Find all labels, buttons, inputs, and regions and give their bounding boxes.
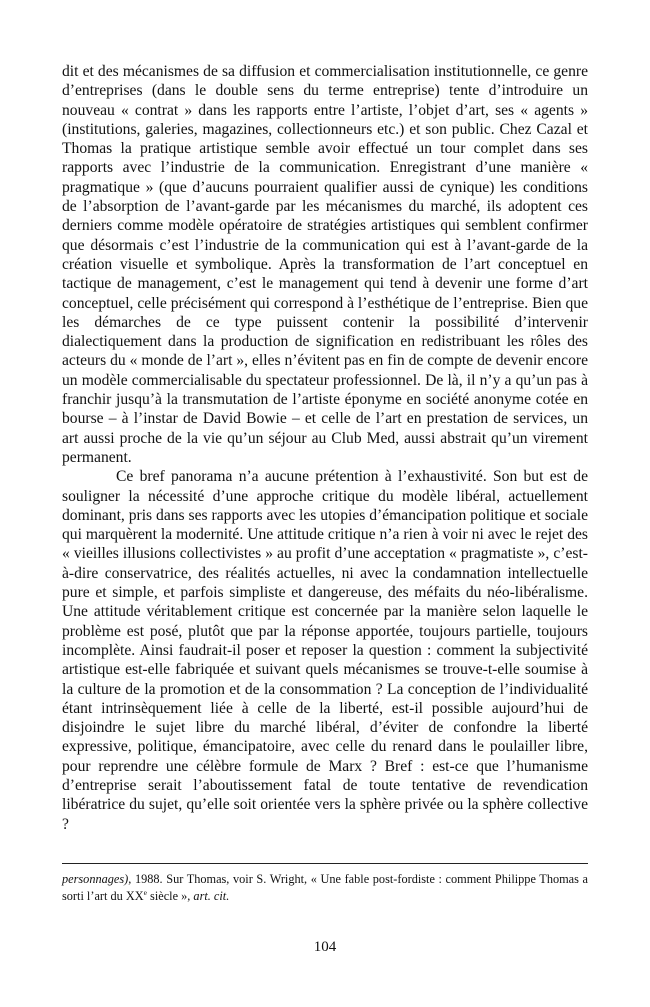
paragraph-1: dit et des mécanismes de sa diffusion et commercialisation institutionnelle, ce genre d’entreprises (dans le double sens du terme entreprise) tente d’introduire un nouveau « contrat » dans les rapports entre l’artiste, l’objet d’art, ses « agents » (institutions, galeries, magazines, collectionneurs etc.) et son public. Chez Cazal et Thomas la pratique artistique semble avoir effectué un tour complet dans ses rapports avec l’industrie de la communication. Enregistrant d’une manière « pragmatique » (que d’aucuns pourraient qualifier aussi de cynique) les conditions de l’absorption de l’avant-garde par les mécanismes du marché, ils adoptent ces derniers comme modèle opératoire de stratégies artistiques qui semblent confirmer que désormais c’est l’industrie de la communication qui est à l’avant-garde de la création visuelle et symbolique. Après la transformation de l’art conceptuel en tactique de management, c’est le management qui tend à devenir une forme d’art conceptuel, celle précisément qui correspond à l’esthétique de l’entreprise. Bien que les démarches de ce type puissent contenir la possibilité d’intervenir dialectiquement dans la production de signification en redistribuant les rôles des acteurs du « monde de l’art », elles n’évitent pas en fin de compte de devenir encore un modèle commercialisable du spectateur professionnel. De là, il n’y a qu’un pas à franchir jusqu’à la transmutation de l’artiste éponyme en société anonyme cotée en bourse – à l’instar de David Bowie – et celle de l’art en prestation de services, un art aussi proche de la vie qu’un séjour au Club Med, aussi abstrait qu’un virement permanent. xyxy=(62,63,588,466)
footnote-superscript: e xyxy=(143,888,147,897)
page-number: 104 xyxy=(313,939,337,955)
page-body xyxy=(62,62,588,834)
footnote xyxy=(62,871,588,905)
paragraph-2: Ce bref panorama n’a aucune prétention à l’exhaustivité. Son but est de souligner la nécessité d’une approche critique du modèle libéral, actuellement dominant, pris dans ses rapports avec les utopies d’émancipation politique et sociale qui marquèrent la modernité. Une attitude critique n’a rien à voir ni avec le rejet des « vieilles illusions collectivistes » au profit d’une acceptation « pragmatiste », c’est-à-dire conservatrice, des réalités actuelles, ni avec la condamnation intellectuelle pure et simple, et parfois simpliste et dangereuse, des méfaits du néo-libéralisme. Une attitude véritablement critique est concernée par la manière selon laquelle le problème est posé, plutôt que par la réponse apportée, toujours partielle, toujours incomplète. Ainsi faudrait-il poser et reposer la question : comment la subjectivité artistique est-elle fabriquée et suivant quels mécanismes se trouve-t-elle soumise à la culture de la promotion et de la consommation ? La conception de l’individualité étant intrinsèquement liée à celle de la liberté, est-il possible aujourd’hui de disjoindre le sujet libre du marché libéral, d’éviter de confondre la liberté expressive, politique, émancipatoire, avec celle du renard dans le poulailler libre, pour reprendre une célèbre formule de Marx ? Bref : est-ce que l’humanisme d’entreprise serait l’aboutissement fatal de toute tentative de revendication libératrice du sujet, qu’elle soit orientée vers la sphère privée ou la sphère collective ? xyxy=(62,468,588,833)
footnote-italic-end: art. cit. xyxy=(193,889,230,903)
footnote-italic-start: personnages) xyxy=(62,872,129,886)
body-text xyxy=(62,62,588,834)
footnote-text-2: siècle », xyxy=(146,889,194,903)
footnote-text-1: , 1988. Sur Thomas, voir S. Wright, « Une fable post-fordiste : comment Philippe Thomas a sorti l’art du XX xyxy=(62,872,588,903)
footnote-separator xyxy=(62,863,588,864)
